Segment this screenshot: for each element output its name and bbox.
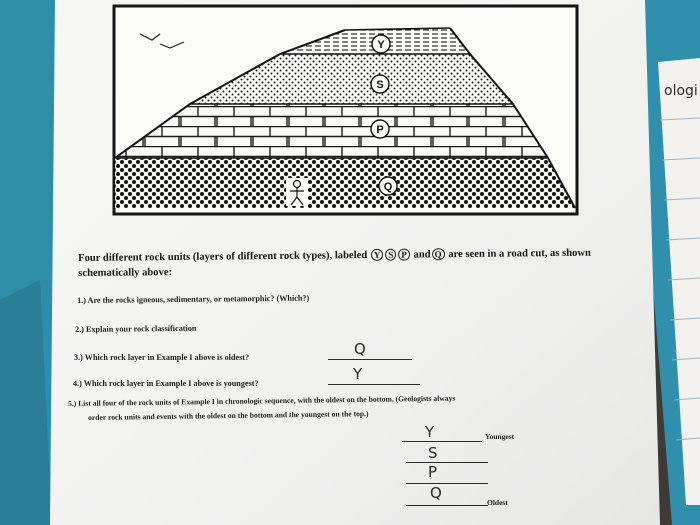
intro-text-part1: Four different rock units (layers of different rock types), labeled (78, 249, 368, 264)
question-2: 2.) Explain your rock classification (75, 323, 197, 334)
question-3: 3.) Which rock layer in Example I above is oldest? (74, 353, 250, 362)
background-page-text: ologi (664, 83, 698, 99)
answer-line-4 (328, 384, 420, 385)
sequence-line-2 (406, 462, 488, 463)
label-y-circle (372, 35, 390, 53)
intro-labels: Y S P and Q (370, 249, 446, 261)
question-5-line2: order rock units and events with the oldest on the bottom and the youngest on the top.) (88, 409, 369, 422)
sequence-answer-2: S (428, 444, 438, 462)
intro-paragraph (78, 246, 598, 281)
sequence-answer-3: P (428, 463, 438, 481)
sequence-line-3 (406, 483, 488, 484)
intro-text-part2: are seen in a road cut, as shown schematically above: (78, 247, 591, 279)
road-cut-diagram (114, 6, 577, 214)
label-s-circle (371, 75, 389, 93)
answer-line-3 (328, 359, 412, 360)
question-4: 4.) Which rock layer in Example I above is youngest? (73, 379, 259, 388)
sequence-answer-4: Q (430, 484, 442, 502)
sequence-line-1 (402, 441, 482, 442)
layer-q (115, 158, 575, 208)
sequence-youngest-label: Youngest (485, 432, 515, 441)
question-1: 1.) Are the rocks igneous, sedimentary, or metamorphic? (Which?) (77, 293, 310, 305)
svg-text:Y: Y (377, 39, 385, 51)
svg-text:S: S (376, 79, 384, 91)
label-q-circle (379, 177, 397, 195)
sequence-answer-1: Y (425, 423, 435, 441)
stick-figure-icon (286, 178, 308, 206)
answer-3-handwritten: Q (354, 340, 366, 358)
svg-text:P: P (376, 124, 384, 136)
sequence-oldest-label: Oldest (487, 498, 508, 507)
sequence-line-4 (406, 505, 488, 506)
question-5-line1: 5.) List all four of the rock units of Example I in chronologic sequence, with the oldest on the bottom. (Geologists always (68, 393, 456, 408)
label-p-circle (371, 120, 389, 138)
answer-4-handwritten: Y (353, 365, 363, 383)
svg-text:Q: Q (383, 181, 393, 193)
